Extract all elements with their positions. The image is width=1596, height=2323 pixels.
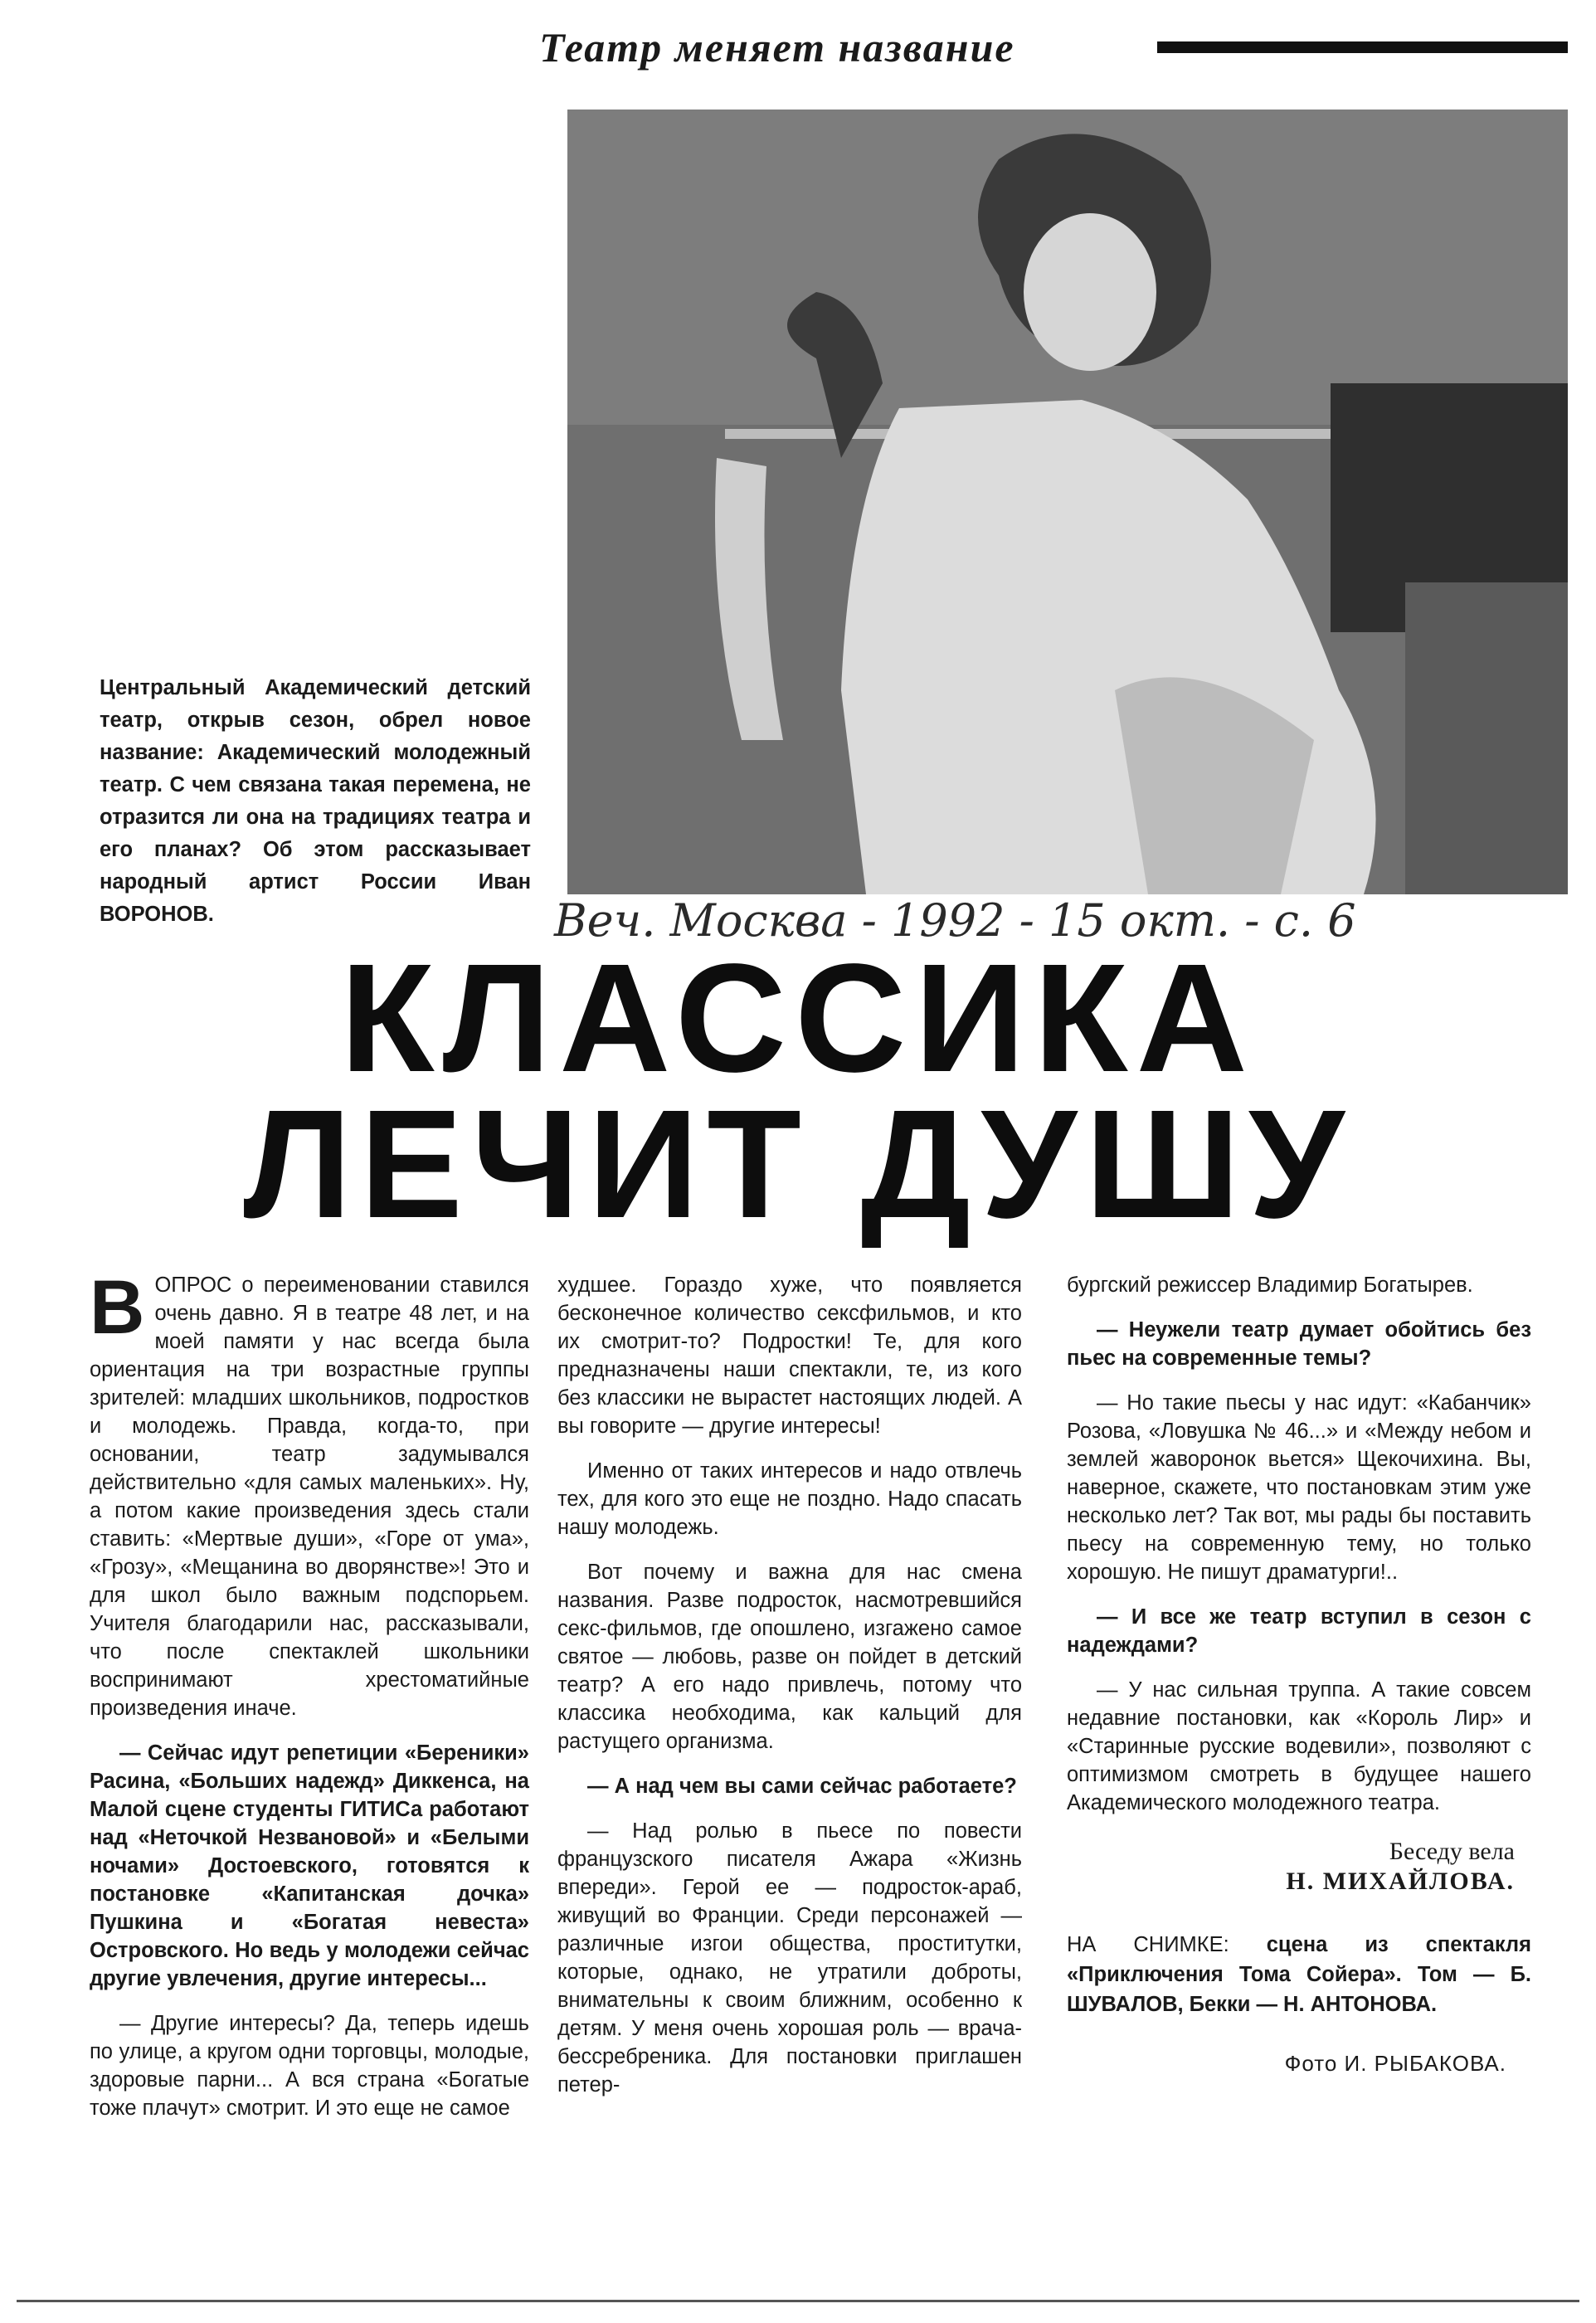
headline — [0, 933, 1596, 1250]
interviewer-signoff — [1067, 1837, 1531, 1897]
signoff-author: Н. МИХАЙЛОВА. — [1286, 1868, 1515, 1895]
headline-line-1: КЛАССИКА — [340, 933, 1256, 1104]
handwritten-source-note: Веч. Москва - 1992 - 15 окт. - с. 6 — [554, 894, 1356, 947]
paragraph: ВОПРОС о переименовании ставился очень давно. Я в театре 48 лет, и на моей памяти у нас всегда была ориентация на три возрастные группы зрителей: младших школьников, подростков и молодежь. Правда, когда-то, при основании, театр задумывался действительно «для самых маленьких». Ну, а потом какие произведения здесь стали ставить: «Мертвые души», «Горе от ума», «Грозу», «Мещанина во дворянстве»! Это и для школ было важным подспорьем. Учителя благодарили нас, рассказывали, что после спектаклей школьники воспринимают хрестоматийные произведения иначе. — [90, 1265, 529, 1720]
interview-question: — Сейчас идут репетиции «Береники» Расина, «Больших надежд» Диккенса, на Малой сцене студенты ГИТИСа работают над «Неточкой Незвановой» и «Белыми ночами» Достоевского, готовятся к постановке «Капитанская дочка» Пушкина и «Богатая невеста» Островского. Но ведь у молодежи сейчас другие увлечения, другие интересы... — [90, 1741, 529, 1990]
scene-photo — [567, 110, 1568, 894]
rubric-title: Театр меняет название — [539, 24, 1015, 71]
paragraph: — У нас сильная труппа. А такие совсем недавние постановки, как «Король Лир» и «Старинные русские водевили», позволяют с оптимизмом смотреть в будущее нашего Академического молодежного театра. — [1067, 1678, 1531, 1814]
scene-photo-graphic — [567, 110, 1568, 894]
rubric-rule — [1157, 41, 1568, 53]
paragraph: бургский режиссер Владимир Богатырев. — [1067, 1274, 1473, 1297]
caption-lead: НА СНИМКЕ: — [1067, 1933, 1229, 1956]
paragraph: — Над ролью в пьесе по повести французского писателя Ажара «Жизнь впереди». Герой ее — подросток-араб, живущий во Франции. Среди персонажей — различные изгои общества, проститутки, которые, однако, не утратили доброты, внимательны к своим ближним, особенно к детям. У меня очень хорошая роль — врача-бессребреника. Для постановки приглашен петер- — [557, 1819, 1022, 2097]
article-column-3 — [1067, 1271, 1531, 2077]
paragraph: Именно от таких интересов и надо отвлечь тех, для кого это еще не поздно. Надо спасать нашу молодежь. — [557, 1459, 1022, 1539]
intro-lede: Центральный Академический детский театр, открыв сезон, обрел новое название: Академический молодежный театр. С чем связана такая перемена, не отразится ли она на традициях театра и его планах? Об этом рассказывает народный артист России Иван ВОРОНОВ. — [100, 676, 531, 926]
paragraph: — Другие интересы? Да, теперь идешь по улице, а кругом одни торговцы, молодые, здоровые парни... А вся страна «Богатые тоже плачут» смотрит. И это еще не самое — [90, 2012, 529, 2120]
drop-cap: В — [90, 1265, 145, 1350]
article-column-1 — [90, 1265, 529, 2139]
paragraph: Вот почему и важна для нас смена названия. Разве подросток, насмотревшийся секс-фильмов, где опошлено, изгажено самое святое — любовь, разве он пойдет в детский театр? А его надо привлечь, потому что классика необходима, как кальций для растущего организма. — [557, 1561, 1022, 1753]
article-column-2 — [557, 1271, 1022, 2116]
headline-line-2: ЛЕЧИТ ДУШУ — [243, 1079, 1353, 1250]
paragraph: худшее. Гораздо хуже, что появляется бесконечное количество сексфильмов, и кто их смотрит-то? Подростки! Те, для кого предназначены наши спектакли, те, из кого без классики не вырастет настоящих людей. А вы говорите — другие интересы! — [557, 1274, 1022, 1438]
interview-question: — И все же театр вступил в сезон с надеждами? — [1067, 1605, 1531, 1657]
rubric-header — [539, 23, 1568, 81]
bottom-rule — [17, 2300, 1579, 2302]
photo-caption — [1067, 1930, 1531, 2019]
caption-text: сцена из спектакля «Приключения Тома Сойера». Том — Б. ШУВАЛОВ, Бекки — Н. АНТОНОВА. — [1067, 1933, 1532, 2016]
signoff-label: Беседу вела — [1389, 1838, 1515, 1865]
interview-question: — А над чем вы сами сейчас работаете? — [587, 1775, 1017, 1798]
photo-credit: Фото И. РЫБАКОВА. — [1284, 2051, 1506, 2076]
interview-question: — Неужели театр думает обойтись без пьес на современные темы? — [1067, 1318, 1531, 1370]
paragraph: — Но такие пьесы у нас идут: «Кабанчик» Розова, «Ловушка № 46...» и «Между небом и землей жаворонок вьется» Щекочихина. Вы, наверное, скажете, что постановкам этим уже несколько лет? Так вот, мы рады бы поставить пьесу на современную тему, но только хорошую. Не пишут драматурги!.. — [1067, 1391, 1531, 1584]
